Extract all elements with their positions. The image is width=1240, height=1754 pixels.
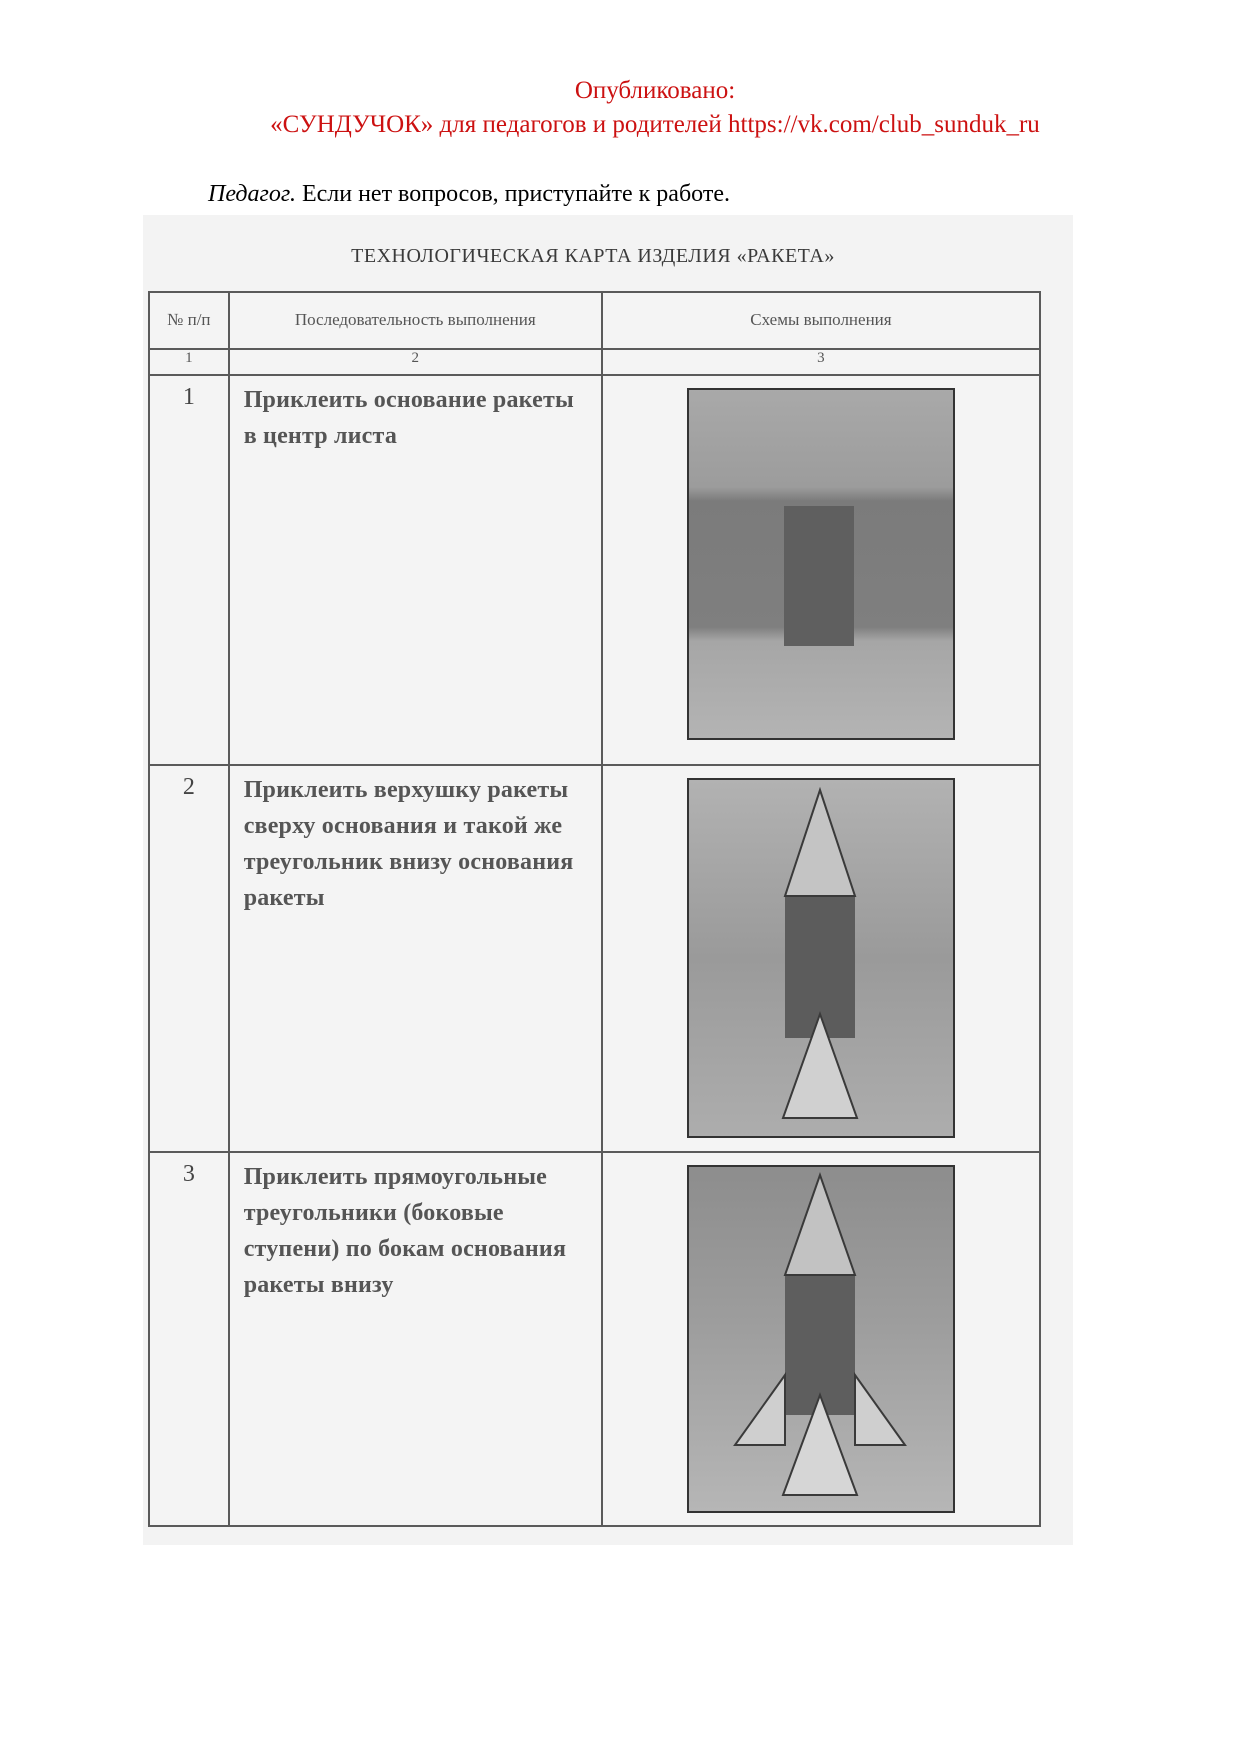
table-row [149,1152,1040,1526]
step-text: Приклеить основание ракеты в центр листа [229,375,602,765]
table-header-row [149,292,1040,349]
publication-line-1: Опубликовано: [574,77,736,104]
table-row [149,375,1040,765]
step-number: 2 [149,765,229,1153]
header-sequence: Последовательность выполнения [229,292,602,349]
column-index: 3 [602,349,1040,375]
header-schemes: Схемы выполнения [602,292,1040,349]
card-title: ТЕХНОЛОГИЧЕСКАЯ КАРТА ИЗДЕЛИЯ «РАКЕТА» [351,245,835,267]
column-index: 1 [149,349,229,375]
publication-line-2: «СУНДУЧОК» для педагогов и родителей https://vk.com/club_sunduk_ru [270,111,1040,138]
column-index: 2 [229,349,602,375]
table-row [149,765,1040,1153]
step-number: 3 [149,1152,229,1526]
step-figure [602,1152,1040,1526]
column-index-row [149,349,1040,375]
intro-text: Если нет вопросов, приступайте к работе. [295,181,730,207]
intro-speaker: Педагог. [208,181,296,207]
rocket-complete-icon [687,1165,955,1513]
step-figure [602,765,1040,1153]
rocket-top-and-bottom-icon [687,778,955,1138]
step-text: Приклеить прямоугольные треугольники (боковые ступени) по бокам основания ракеты внизу [229,1152,602,1526]
step-figure [602,375,1040,765]
step-text: Приклеить верхушку ракеты сверху основания и такой же треугольник внизу основания ракеты [229,765,602,1153]
rocket-base-icon [687,388,955,740]
header-number: № п/п [149,292,229,349]
technology-card-table [148,291,1041,1527]
intro-paragraph [208,178,730,210]
step-number: 1 [149,375,229,765]
